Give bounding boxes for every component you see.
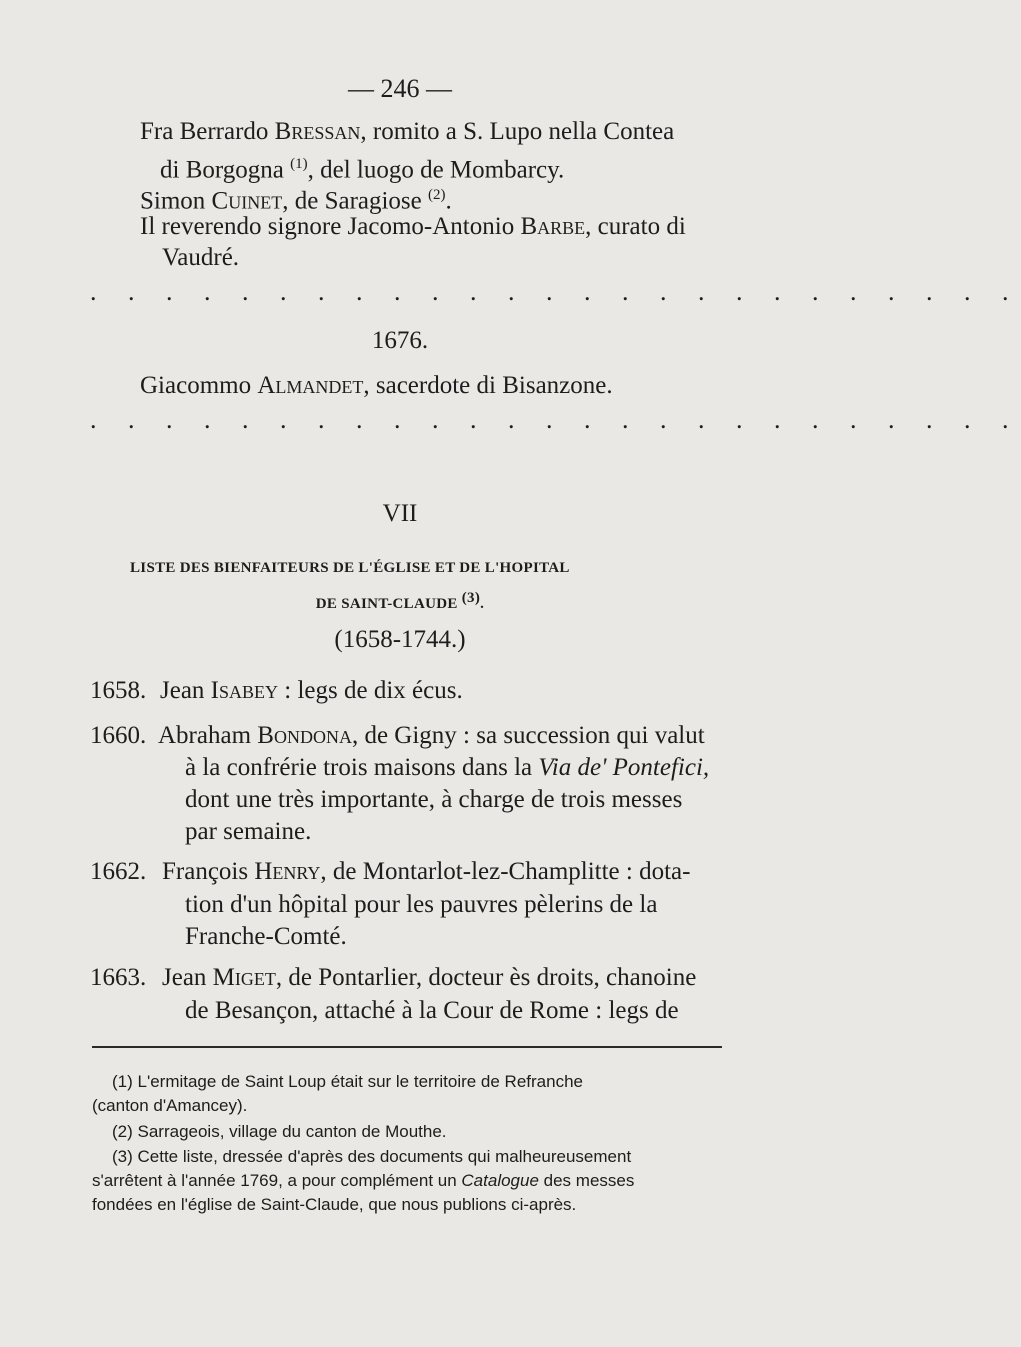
dotted-separator: . . . . . . . . . . . . . . . . . . . . . . . . . bbox=[90, 277, 1021, 306]
entry-text: , romito a S. Lupo nella Contea bbox=[360, 118, 675, 145]
entry-text: , curato di bbox=[585, 213, 686, 240]
footnote-ref: (1) bbox=[290, 156, 308, 172]
surname: Bondona bbox=[257, 722, 352, 749]
footnote-ref: (2) bbox=[428, 187, 446, 203]
entry-barbe-cont bbox=[162, 243, 239, 273]
footnote-1: (1) L'ermitage de Saint Loup était sur le territoire de Refranche bbox=[112, 1072, 583, 1091]
list-item-cont: dont une très importante, à charge de trois messes bbox=[185, 786, 683, 813]
list-item-cont: tion d'un hôpital pour les pauvres pèlerins de la bbox=[185, 891, 658, 918]
italic-text: Via de' Pontefici, bbox=[538, 754, 710, 781]
surname: Barbe bbox=[520, 213, 586, 240]
entry-bressan bbox=[140, 117, 674, 147]
entry-text: Vaudré. bbox=[162, 244, 240, 271]
footnote-1-cont: (canton d'Amancey). bbox=[92, 1096, 248, 1115]
dotted-separator: . . . . . . . . . . . . . . . . . . . . . . . . . bbox=[90, 405, 1021, 434]
footnote-3-cont bbox=[92, 1169, 634, 1193]
list-item bbox=[162, 963, 696, 993]
list-item-cont: de Besançon, attaché à la Cour de Rome : legs de bbox=[185, 997, 679, 1024]
list-item bbox=[162, 857, 690, 887]
list-year: 1658. bbox=[90, 677, 147, 704]
footnote-text: s'arrêtent à l'année 1769, a pour complément un bbox=[92, 1171, 462, 1190]
section-number: VII bbox=[382, 500, 418, 527]
entry-text: , sacerdote di Bisanzone. bbox=[363, 372, 613, 399]
footnote-3: (3) Cette liste, dressée d'après des documents qui malheureusement bbox=[112, 1147, 632, 1166]
entry-text: Fra Berrardo bbox=[140, 118, 275, 145]
entry-text: Jean bbox=[162, 964, 213, 991]
list-item bbox=[160, 676, 463, 706]
footnote-ref: (3) bbox=[461, 590, 481, 606]
entry-text: : legs de dix écus. bbox=[278, 677, 463, 704]
surname: Bressan bbox=[274, 118, 361, 145]
surname: Cuinet bbox=[211, 187, 283, 215]
list-year: 1662. bbox=[90, 858, 147, 885]
entry-text: , de Pontarlier, docteur ès droits, chanoine bbox=[275, 964, 697, 991]
entry-text: , del luogo de Mombarcy. bbox=[307, 156, 565, 184]
italic-text: Catalogue bbox=[461, 1171, 539, 1190]
section-title-text: . bbox=[480, 596, 485, 612]
footnote-3-cont: fondées en l'église de Saint-Claude, que nous publions ci-après. bbox=[92, 1195, 577, 1214]
section-title-cont bbox=[0, 590, 800, 613]
entry-text: , de Montarlot-lez-Champlitte : dota- bbox=[320, 858, 691, 885]
entry-text: Jean bbox=[160, 677, 211, 704]
surname: Almandet bbox=[257, 372, 364, 399]
list-item-cont: Franche-Comté. bbox=[185, 923, 347, 950]
entry-text: , de Saragiose bbox=[282, 187, 429, 215]
footnote-rule bbox=[92, 1046, 722, 1048]
surname: Isabey bbox=[210, 677, 279, 704]
surname: Henry bbox=[254, 858, 321, 885]
list-year: 1660. bbox=[90, 722, 147, 749]
page-number: — 246 — bbox=[348, 74, 452, 103]
entry-text: , de Gigny : sa succession qui valut bbox=[351, 722, 705, 749]
list-item bbox=[158, 721, 705, 751]
list-item-cont bbox=[185, 753, 709, 783]
footnote-2: (2) Sarrageois, village du canton de Mouthe. bbox=[112, 1122, 447, 1141]
date-range: (1658-1744.) bbox=[334, 626, 466, 653]
footnote-text: des messes bbox=[538, 1171, 635, 1190]
entry-text: à la confrérie trois maisons dans la bbox=[185, 754, 539, 781]
entry-text: Giacommo bbox=[140, 372, 258, 399]
list-item-cont: par semaine. bbox=[185, 818, 312, 845]
entry-text: . bbox=[445, 187, 452, 215]
entry-barbe bbox=[140, 212, 686, 242]
list-year: 1663. bbox=[90, 964, 147, 991]
entry-text: Simon bbox=[140, 187, 212, 215]
section-title: LISTE DES BIENFAITEURS DE L'ÉGLISE ET DE L'HOPITAL bbox=[130, 560, 570, 576]
section-title-text: DE SAINT-CLAUDE bbox=[315, 596, 458, 612]
entry-text: di Borgogna bbox=[160, 156, 291, 184]
entry-text: Il reverendo signore Jacomo-Antonio bbox=[140, 213, 521, 240]
year-heading: 1676. bbox=[371, 327, 429, 354]
entry-text: Abraham bbox=[158, 722, 258, 749]
entry-almandet bbox=[140, 371, 613, 401]
entry-text: François bbox=[162, 858, 255, 885]
surname: Miget bbox=[212, 964, 276, 991]
entry-cuinet bbox=[140, 180, 452, 216]
